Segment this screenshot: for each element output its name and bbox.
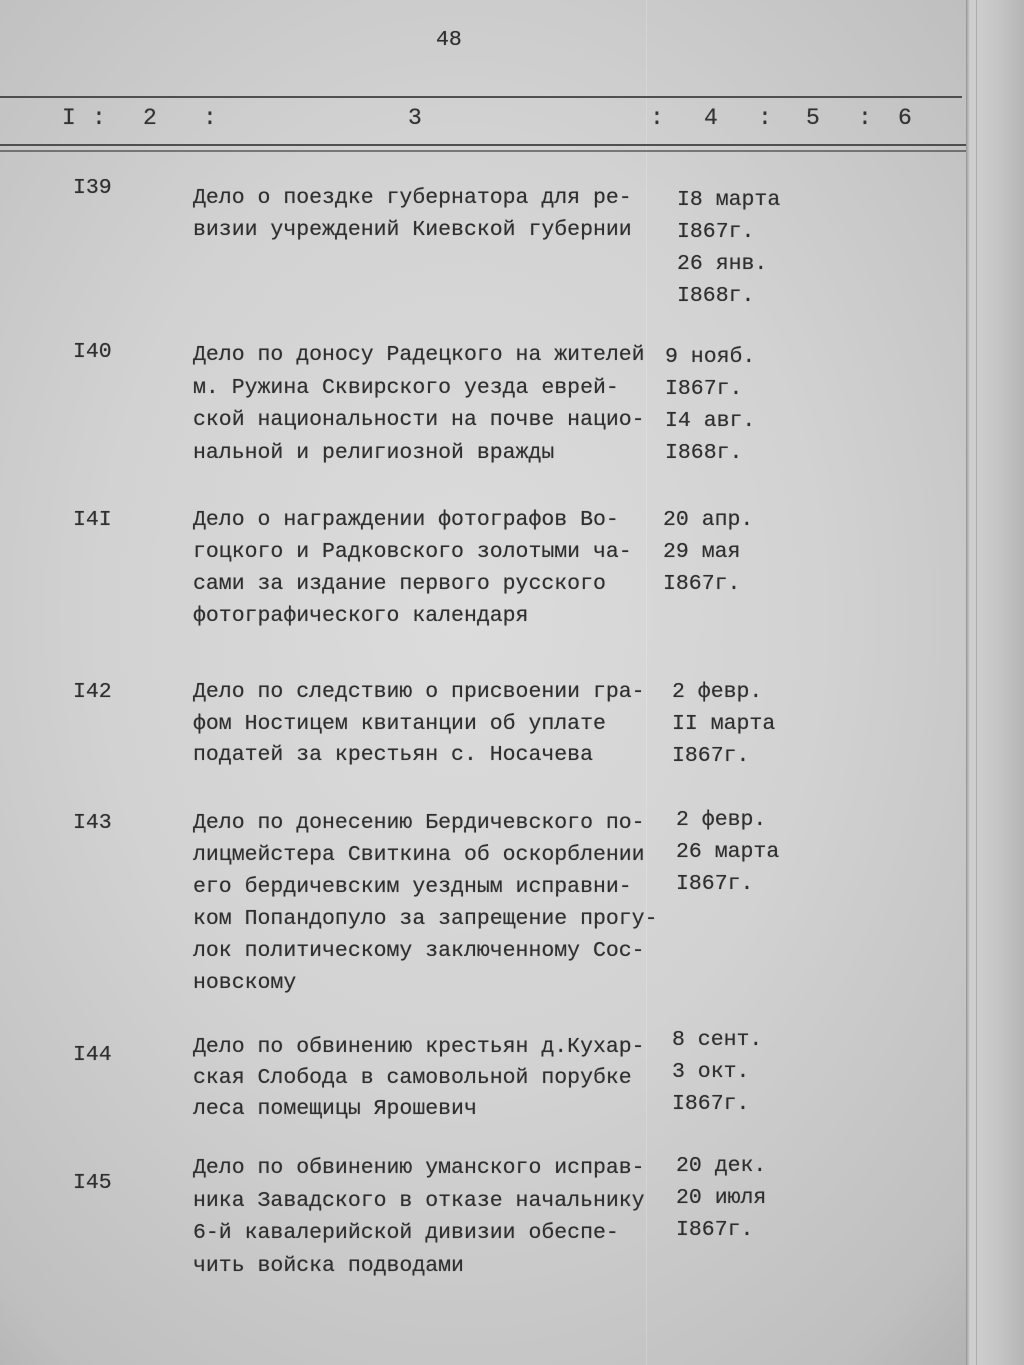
entry-date-line: I868г. [677,284,755,308]
column-header-5: 5 [806,105,820,131]
entry-title-line: ской национальности на почве нацио- [193,408,645,432]
entry-title-line: Дело по доносу Радецкого на жителей [193,343,645,367]
entry-date-line: 2 февр. [672,680,763,704]
header-bottom-rule-double [0,150,966,152]
entry-date-line: 9 нояб. [665,345,756,369]
entry-title-line: ская Слобода в самовольной порубке [193,1066,632,1090]
paper-edge-line [976,0,977,1365]
entry-title-line: визии учреждений Киевской губернии [193,218,632,242]
entry-title-line: леса помещицы Ярошевич [193,1097,477,1121]
entry-date-line: I867г. [663,572,741,596]
entry-date-line: I8 марта [677,188,781,212]
entry-title-line: сами за издание первого русского [193,572,606,596]
header-separator: : [203,105,217,131]
entry-title-line: Дело о награждении фотографов Во- [193,508,619,532]
column-header-I: I [62,105,76,131]
entry-date-line: I867г. [677,220,755,244]
header-separator: : [858,105,872,131]
entry-number: I44 [73,1043,112,1067]
entry-title-line: Дело по следствию о присвоении гра- [193,680,645,704]
entry-title-line: ника Завадского в отказе начальнику [193,1188,645,1213]
entry-date-line: I867г. [672,744,750,768]
entry-title-line: фотографического календаря [193,604,529,628]
entry-title-line: его бердичевским уездным исправни- [193,875,632,899]
header-bottom-rule [0,144,966,146]
paper-crease [646,0,647,1365]
paper-edge [966,0,1024,1365]
entry-date-line: I867г. [676,1218,754,1242]
entry-date-line: 8 сент. [672,1028,763,1052]
entry-number: I42 [73,680,112,704]
column-header-2: 2 [143,105,157,131]
entry-title-line: фом Ностицем квитанции об уплате [193,711,606,736]
entry-number: I45 [73,1171,112,1195]
entry-date-line: I867г. [672,1092,750,1116]
entry-date-line: 26 янв. [677,252,768,276]
entry-title-line: гоцкого и Радковского золотыми ча- [193,540,632,564]
entry-date-line: 20 июля [676,1186,767,1210]
entry-number: I40 [73,340,112,364]
entry-date-line: I4 авг. [665,409,756,433]
column-header-3: 3 [408,105,422,131]
header-separator: : [650,105,664,131]
entry-title-line: 6-й кавалерийской дивизии обеспе- [193,1221,619,1245]
entry-date-line: I868г. [665,441,743,465]
entry-title-line: ком Попандопуло за запрещение прогу- [193,907,658,931]
entry-title-line: лок политическому заключенному Сос- [193,939,645,963]
entry-date-line: I867г. [665,377,743,401]
entry-title-line: нальной и религиозной вражды [193,440,555,465]
entry-date-line: 20 дек. [676,1154,767,1178]
entry-date-line: 3 окт. [672,1060,750,1084]
header-top-rule [0,96,962,98]
entry-date-line: 2 февр. [676,808,767,832]
entry-title-line: новскому [193,971,297,995]
entry-title-line: Дело по обвинению уманского исправ- [193,1156,645,1180]
entry-date-line: II марта [672,712,776,736]
entry-number: I39 [73,176,112,200]
entry-number: I43 [73,811,112,835]
header-separator: : [758,105,772,131]
column-header-6: 6 [898,105,912,131]
entry-date-line: 20 апр. [663,508,754,532]
entry-date-line: 29 мая [663,540,741,564]
entry-title-line: податей за крестьян с. Носачева [193,743,593,767]
entry-date-line: I867г. [676,872,754,896]
entry-number: I4I [73,508,112,532]
header-separator: : [92,105,106,131]
column-header-4: 4 [704,105,718,131]
entry-title-line: лицмейстера Свиткина об оскорблении [193,843,645,867]
entry-title-line: Дело по обвинению крестьян д.Кухар- [193,1035,645,1059]
entry-title-line: м. Ружина Сквирского уезда еврей- [193,375,619,400]
page-number: 48 [436,28,462,52]
entry-date-line: 26 марта [676,840,780,864]
entry-title-line: чить войска подводами [193,1253,464,1278]
entry-title-line: Дело по донесению Бердичевского по- [193,811,645,835]
entry-title-line: Дело о поездке губернатора для ре- [193,186,632,210]
